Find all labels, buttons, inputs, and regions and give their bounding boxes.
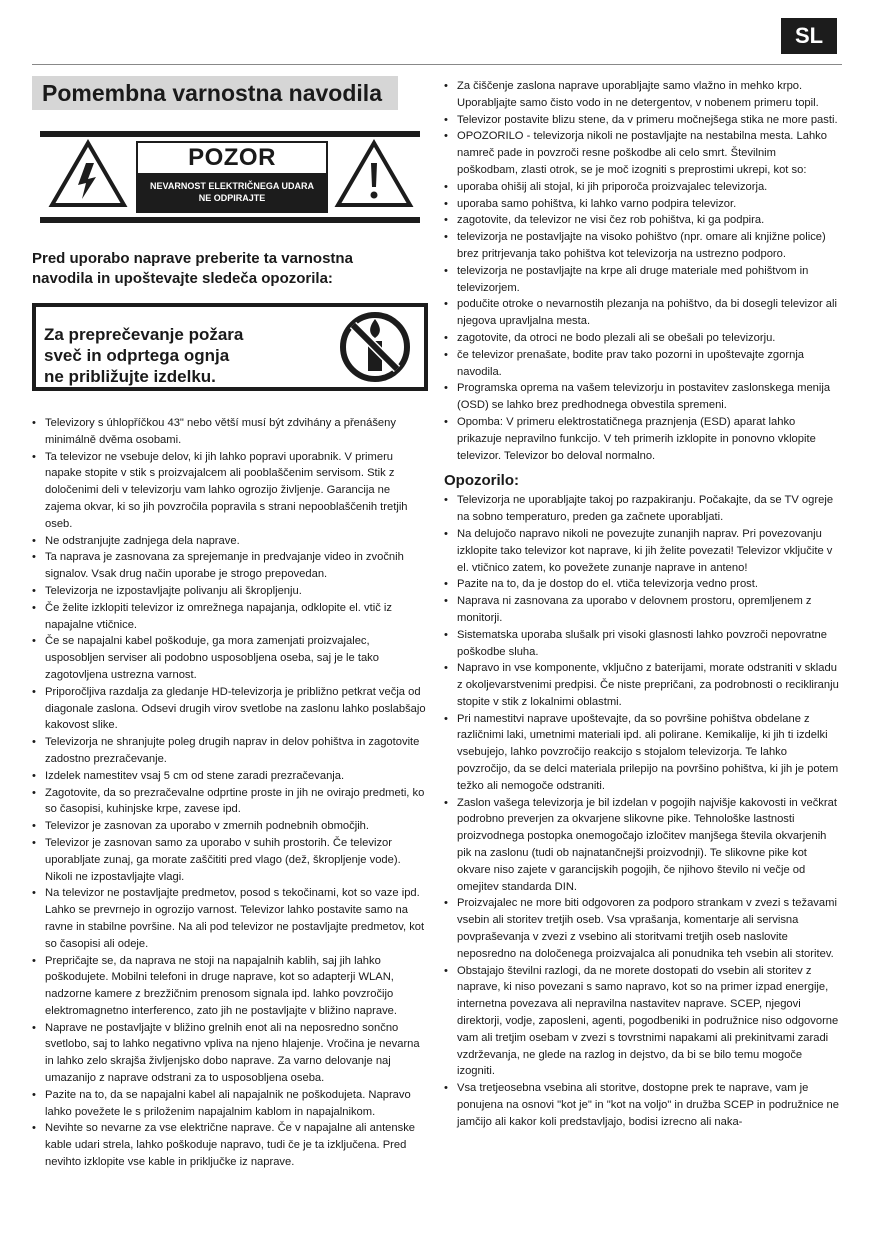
list-item: • Naprave ne postavljajte v bližino grelnih enot ali na neposredno sončno svetlobo, saj to lahko negativno vpliva na njeno hlajenje. Vročina je nevarna in lahko zelo skrajša življenjsko dobo naprave. Za varno delovanje naj umazanijo z naprave odstrani za to usposobljena oseba. <box>32 1020 428 1087</box>
list-item: • uporaba ohišij ali stojal, ki jih priporoča proizvajalec televizorja. <box>444 179 840 196</box>
electric-shock-warning-icon <box>48 139 128 209</box>
caution-line-2: NE ODPIRAJTE <box>198 193 266 203</box>
left-safety-list <box>32 415 428 1171</box>
list-item: • Televizor postavite blizu stene, da v primeru močnejšega stika ne more pasti. <box>444 112 840 129</box>
caution-subtitle <box>138 173 326 211</box>
list-item: • Izdelek namestitev vsaj 5 cm od stene zaradi prezračevanja. <box>32 768 428 785</box>
list-item: • Na televizor ne postavljajte predmetov, posod s tekočinami, kot so vaze ipd. Lahko se prevrnejo in ogrozijo varnost. Televizor lahko postavite samo na ravne in stabilne površine. Na ali pod televizor ne postavljajte predmetov, kot so časopisi ali odeje. <box>32 885 428 952</box>
list-item: • zagotovite, da otroci ne bodo plezali ali se obešali po televizorju. <box>444 330 840 347</box>
list-item: • Televizorja ne uporabljajte takoj po razpakiranju. Počakajte, da se TV ogreje na sobno temperaturo, preden ga začnete uporabljati. <box>444 492 840 526</box>
list-item: • Opomba: V primeru elektrostatičnega praznjenja (ESD) aparat lahko prikazuje nepravilno funkcijo. V teh primerih izklopite in ponovno vklopite televizor. Televizor bo deloval normalno. <box>444 414 840 464</box>
intro-line-1: Pred uporabo naprave preberite ta varnostna <box>32 250 353 267</box>
warning-heading: Opozorilo: <box>444 472 519 490</box>
caution-title: POZOR <box>188 144 276 171</box>
top-rule <box>32 64 842 65</box>
caution-line-1: NEVARNOST ELEKTRIČNEGA UDARA <box>149 181 314 191</box>
list-item: • Pazite na to, da je dostop do el. vtiča televizorja vedno prost. <box>444 576 840 593</box>
right-safety-list <box>444 78 840 464</box>
list-item: • Pri namestitvi naprave upoštevajte, da so površine pohištva obdelane z različnimi laki, umetnimi materiali ipd. ali polirane. Kemikalije, ki jih ti izdelki vsebujejo, lahko povzročijo reakcijo s stojalom televizorja. Te lahko povzročijo, da se delci materiala prilepijo na površino pohištva, ki jih je potem težko ali nemogoče odstraniti. <box>444 711 840 795</box>
list-item: • Če se napajalni kabel poškoduje, ga mora zamenjati proizvajalec, usposobljen serviser ali podobno usposobljena oseba, saj je le tako zagotovljena ustrezna varnost. <box>32 633 428 683</box>
language-badge: SL <box>781 18 837 54</box>
caution-box <box>136 141 328 213</box>
caution-label <box>40 131 420 223</box>
list-item: • Vsa tretjeosebna vsebina ali storitve, dostopne prek te naprave, vam je ponujena na osnovi "kot je" in "kot na voljo" in družba SCEP in podružnice ne jamčijo ali kakor koli predstavljajo, bodisi izrecno ali naka- <box>444 1080 840 1130</box>
list-item: • Nevihte so nevarne za vse električne naprave. Če v napajalne ali antenske kable udari strela, lahko poškoduje napravo, tudi če je ta izključena. Pred nevihto izklopite vse kable in priključke iz naprave. <box>32 1120 428 1170</box>
exclamation-warning-icon <box>334 139 414 209</box>
list-item: • Sistematska uporaba slušalk pri visoki glasnosti lahko povzroči nepovratne poškodbe sluha. <box>444 627 840 661</box>
list-item: • uporaba samo pohištva, ki lahko varno podpira televizor. <box>444 196 840 213</box>
list-item: • Napravo in vse komponente, vključno z baterijami, morate odstraniti v skladu z okoljevarstvenimi predpisi. Če niste prepričani, za podrobnosti o recikliranju stopite v stik z lokalnimi oblastmi. <box>444 660 840 710</box>
list-item: • televizorja ne postavljajte na visoko pohištvo (npr. omare ali knjižne police) brez pritrjevanja tako pohištva kot televizorja na ustrezno podporo. <box>444 229 840 263</box>
fire-warning-text <box>44 324 243 387</box>
list-item: • Programska oprema na vašem televizorju in postavitev zaslonskega menija (OSD) se lahko brez predhodnega obvestila spremeni. <box>444 380 840 414</box>
list-item: • Na delujočo napravo nikoli ne povezujte zunanjih naprav. Pri povezovanju izklopite tako televizor kot naprave, ki jih želite povezati! Televizor vključite v el. vtičnico zatem, ko povežete zunanje naprave in anteno! <box>444 526 840 576</box>
list-item: • Prepričajte se, da naprava ne stoji na napajalnih kablih, saj jih lahko poškodujete. Mobilni telefoni in druge naprave, kot so adapterji WLAN, nadzorne kamere z brezžičnim prenosom signala ipd. lahko povzročijo elektromagnetno interferenco, zato jih ne postavljajte v bližino naprave. <box>32 953 428 1020</box>
list-item: • televizorja ne postavljajte na krpe ali druge materiale med pohištvom in televizorjem. <box>444 263 840 297</box>
list-item: • Televizor je zasnovan za uporabo v zmernih podnebnih območjih. <box>32 818 428 835</box>
list-item: • OPOZORILO - televizorja nikoli ne postavljajte na nestabilna mesta. Lahko namreč pade in povzroči resne poškodbe ali celo smrt. Številnim poškodbam, zlasti otrok, se je moč izogniti s preprostimi ukrepi, kot so: <box>444 128 840 178</box>
list-item: • Ta naprava je zasnovana za sprejemanje in predvajanje video in zvočnih signalov. Vsak drug način uporabe je strogo prepovedan. <box>32 549 428 583</box>
fire-line-2: sveč in odprtega ognja <box>44 346 230 365</box>
fire-line-3: ne približujte izdelku. <box>44 367 216 386</box>
list-item: • če televizor prenašate, bodite prav tako pozorni in upoštevajte zgornja navodila. <box>444 347 840 381</box>
list-item: • Zagotovite, da so prezračevalne odprtine proste in jih ne ovirajo predmeti, ko so časopisi, kuhinjske krpe, zavese ipd. <box>32 785 428 819</box>
list-item: • Ne odstranjujte zadnjega dela naprave. <box>32 533 428 550</box>
list-item: • Naprava ni zasnovana za uporabo v delovnem prostoru, opremljenem z monitorji. <box>444 593 840 627</box>
intro-text <box>32 249 412 289</box>
intro-line-2: navodila in upoštevajte sledeča opozorila: <box>32 270 333 287</box>
list-item: • Televizory s úhlopříčkou 43" nebo větší musí být zdvihány a přenášeny minimálně dvěma osobami. <box>32 415 428 449</box>
list-item: • Za čiščenje zaslona naprave uporabljajte samo vlažno in mehko krpo. Uporabljajte samo čisto vodo in ne detergentov, v nobenem primeru topil. <box>444 78 840 112</box>
list-item: • Zaslon vašega televizorja je bil izdelan v pogojih najvišje kakovosti in večkrat podrobno preverjen za okvarjene slikovne pike. Tehnološke lastnosti proizvodnega postopka onemogočajo izločitev manjšega števila okvarjenih pik na zaslonu (tudi ob najnatančnejši proizvodnji). Te slikovne pike kot okvare niso zajete v garancijskih pogojih, če njihovo število ni večje od omejitev standarda DIN. <box>444 795 840 896</box>
fire-line-1: Za preprečevanje požara <box>44 325 244 344</box>
list-item: • Obstajajo številni razlogi, da ne morete dostopati do vsebin ali storitev z naprave, ki niso povezani s samo napravo, kot so na primer izpad energije, internetna povezava ali nepravilna nastavitev naprave. SCEP, njegovi direktorji, vodje, zaposleni, agenti, pogodbeniki in podružnice niso odgovorne vam ali tretjim osebam v zvezi s tovrstnimi napakami ali prekinitvami zaradi vzdrževanja, ne glede na razlog in dejstvo, da bi se bilo temu mogoče izogniti. <box>444 963 840 1081</box>
page-title: Pomembna varnostna navodila <box>32 76 398 110</box>
fire-warning-box <box>32 303 428 391</box>
warning-list <box>444 492 840 1130</box>
list-item: • Pazite na to, da se napajalni kabel ali napajalnik ne poškodujeta. Napravo lahko povežete le s priloženim napajalnim kablom in napajalnikom. <box>32 1087 428 1121</box>
no-open-flame-icon <box>334 311 416 383</box>
list-item: • Televizorja ne shranjujte poleg drugih naprav in delov pohištva in zagotovite zadostno prezračevanje. <box>32 734 428 768</box>
left-column <box>32 76 428 1171</box>
list-item: • Proizvajalec ne more biti odgovoren za podporo strankam v zvezi s težavami vsebin ali storitev tretjih oseb. Vsa vprašanja, komentarje ali servisna povpraševanja v zvezi z vsebino ali storitvami tretjih oseb naslovite neposredno na določenega proizvajalca ali ponudnika teh vsebin ali storitev. <box>444 895 840 962</box>
list-item: • Če želite izklopiti televizor iz omrežnega napajanja, odklopite el. vtič iz napajalne vtičnice. <box>32 600 428 634</box>
list-item: • podučite otroke o nevarnostih plezanja na pohištvo, da bi dosegli televizor ali njegova upravljalna mesta. <box>444 296 840 330</box>
list-item: • zagotovite, da televizor ne visi čez rob pohištva, ki ga podpira. <box>444 212 840 229</box>
list-item: • Priporočljiva razdalja za gledanje HD-televizorja je približno petkrat večja od diagonale zaslona. Odsevi drugih virov svetlobe na zaslonu lahko poslabšajo kakovost slike. <box>32 684 428 734</box>
list-item: • Televizorja ne izpostavljajte polivanju ali škropljenju. <box>32 583 428 600</box>
right-column <box>444 78 840 1131</box>
list-item: • Televizor je zasnovan samo za uporabo v suhih prostorih. Če televizor uporabljate zunaj, ga morate zaščititi pred vlago (dež, škropljenje vode). Nikoli ne izpostavljajte vlagi. <box>32 835 428 885</box>
list-item: • Ta televizor ne vsebuje delov, ki jih lahko popravi uporabnik. V primeru napake stopite v stik s proizvajalcem ali pooblaščenim servisom. Stik z določenimi deli v televizorju vam lahko ogrozijo življenje. Garancija ne zajema okvar, ki so jih povzročila popravila s strani nepooblaščenih tretjih oseb. <box>32 449 428 533</box>
